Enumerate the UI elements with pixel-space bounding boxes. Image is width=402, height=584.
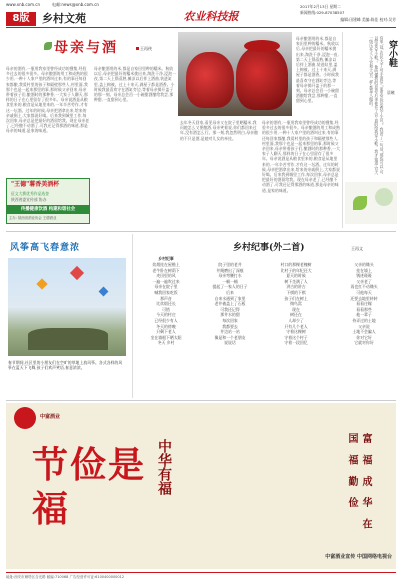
article-body-col1: 母亲的酒有,一瓶用我家里曾经成功的搜集,经验多过去的很多很多。母亲酿酒的用工和成熟的很少用,一种十人家户里的酒叫过来,有的事还每回家都酿,我爱村里的孩子和隔壁那些人,村里面,我那个也是一起来那里的事,那时候父亲回来,母亲带着孩子们,酿酒时的那种香,一大家子人聊天,那样的日子在心里留存了很多年。母亲说酒是从粮食里来的,粮食是从地里来的,一年辛苦劳作,才有这一坛酒。过年的时候,母亲把酒拿出来,给来的亲戚倒上,大家都说好喝。后来我到城里工作,每次回家,母亲总是把最好的酒留给我。现在母亲老了,已经酿不动酒了,可我还记得那酒的味道,那是母亲的味道,是家的味道。: [6, 66, 90, 134]
poem-line: 冬天的傍晚: [156, 323, 176, 329]
ad-contest-line1: 征文大赛优秀作品选登: [11, 191, 49, 196]
poem-line: 父亲老了: [356, 278, 372, 284]
article-mother-wine: [6, 32, 340, 228]
poem-line: 今天的村庄: [156, 312, 176, 318]
kite-icon: [70, 266, 84, 280]
poem-line: 看看庄稼: [356, 301, 372, 307]
poem-line: 父亲说: [358, 323, 370, 329]
poem-line: 井边站一站: [220, 329, 240, 335]
poem-line: 老井被盖上了石板: [214, 301, 246, 307]
poem-line: 像是和一个老朋友: [214, 334, 246, 340]
poem-line: 孩子们在树上: [284, 295, 308, 301]
poem-line: 冬天 乡村: [157, 340, 175, 346]
poem-line: 可我还记得: [220, 306, 240, 312]
poem-line: 还要去地里转转: [350, 295, 378, 301]
poem-line: 可他每天: [356, 289, 372, 295]
poem-line: 你对它好: [356, 334, 372, 340]
poem-line: 侍弄过的土地: [352, 317, 376, 323]
article-body-col3: 去年冬天回家,看见母亲又在院子里晒糯米,我问她怎么又要酿酒,母亲笑着说,你们都回来过年,没有酒怎么行。那一刻,我忽然明白,母亲酿的不只是酒,是她对儿女的牵挂。: [180, 120, 258, 141]
side-poem-body: 有家'冠',农民大千,对手寄信,"家里穷你送我个小官"。我讲了一句话"那你可以,可以给你穿小鞋"。他听懂我的意思,后来他升了官,真的给我穿小鞋。我才知道,官大一级压死人,小官和大官一样,都是人做的。: [369, 36, 385, 175]
kite-photo: [8, 258, 126, 356]
poem-line: 树下坐满了人: [284, 278, 308, 284]
article-kite: [6, 234, 128, 398]
section-rule-2: [6, 400, 396, 401]
section-title: 乡村文苑: [42, 12, 86, 25]
poem-line: 每次回家: [222, 317, 238, 323]
article-body-col4: 母亲的酒有,一瓶用我家里曾经成功的搜集,经验多过去的很多很多。母亲酿酒的用工和成熟的很少用,一种十人家户里的酒叫过来,有的事还每回家都酿,我爱村里的孩子和隔壁那些人,村里面,我那个也是一起来那里的事,那时候父亲回来,母亲带着孩子们,酿酒时的那种香,一大家子人聊天,那样的日子在心里留存了很多年。母亲说酒是从粮食里来的,粮食是从地里来的,一年辛苦劳作,才有这一坛酒。过年的时候,母亲把酒拿出来,给来的亲戚倒上,大家都说好喝。后来我到城里工作,每次回家,母亲总是把最好的酒留给我。现在母亲老了,已经酿不动酒了,可我还记得那酒的味道,那是母亲的味道,是家的味道。: [262, 120, 340, 193]
ad-big-text: 节俭是福: [32, 444, 147, 530]
decor-circle-icon: [375, 188, 393, 206]
children-silhouette: [28, 328, 108, 350]
poem-line: 村口的那棵老槐树: [280, 262, 312, 267]
poem-line: 只有几个老人: [284, 323, 308, 329]
poem-line: 说说话: [224, 340, 236, 346]
hotline: 新闻热线:029-87038507: [300, 10, 345, 15]
ad-brand-name: 中富酒业: [40, 414, 61, 420]
poem-line: 看看那些: [356, 306, 372, 312]
poem-line: 炊烟挂在屋檐上: [152, 262, 180, 267]
wine-contest-ad: [6, 178, 90, 224]
poem-line: 挂在墙上: [356, 267, 372, 273]
poem-line: 井绳磨出了深痕: [216, 267, 244, 273]
kite-icon: [36, 278, 47, 289]
village-col3: [265, 262, 327, 346]
poem-line: 比炊烟还长: [156, 301, 176, 307]
poem-line: 下棋的下棋: [286, 289, 306, 295]
issue-date: 2017年2月13日 星期二: [300, 4, 341, 9]
jar-top-cloth: [244, 40, 280, 52]
poem-line: 后来: [226, 289, 234, 295]
poem-line: 母亲在院子里: [154, 284, 178, 290]
poem-line: 人却少了: [288, 317, 304, 323]
wine-jars-photo: [178, 32, 292, 116]
village-col1: [137, 262, 195, 346]
poem-line: 已经很少有人: [154, 317, 178, 323]
big-ad: [6, 403, 396, 569]
kite-icon: [99, 287, 109, 297]
kite-title: 风筝高飞春意浓: [10, 243, 81, 253]
title-leaf-icon: [44, 42, 52, 50]
ad-contest-org: 主办: 陕西省酒业协会 王德酒业: [9, 216, 57, 220]
poem-line: 守着一段回忆: [284, 340, 308, 346]
poem-line: 可惜: [162, 306, 170, 312]
poem-line: 我都要去: [222, 323, 238, 329]
footer-text: 地址:西安市雁塔区含光路 邮编:710068 广告经营许可证:6100400000012: [6, 575, 125, 579]
ad-contest-slogan: 传播健康饮酒 构建和谐社会: [7, 205, 89, 214]
poem-line: 一桶一桶: [222, 278, 238, 284]
poem-line: 讲古的讲古: [286, 284, 306, 290]
poem-line: 母亲弯腰打水: [218, 273, 242, 279]
poem-line: 土地不会骗人: [352, 329, 376, 335]
decor-leaf-icon: [353, 196, 367, 210]
village-col4: [333, 262, 395, 346]
poem-line: 喊我回家吃饭: [154, 289, 178, 295]
poem-line: 自来水通到了家里: [214, 295, 246, 301]
poem-line: 老牛卧在树荫下: [152, 267, 180, 273]
poem-line: 父亲的锄头: [354, 262, 374, 267]
village-title: 乡村纪事(外二首): [233, 243, 305, 253]
page-badge: 8版: [6, 12, 36, 26]
ad-footer: 中富酒业宣传 中国网络电视台: [325, 554, 392, 560]
side-poem: [342, 32, 398, 228]
ad-contest-line2: 陕西省委宣传部 协办: [11, 197, 47, 202]
village-author: 王再文: [351, 246, 363, 251]
poem-line: 现在: [292, 306, 300, 312]
poem-line: 那声音: [160, 295, 172, 301]
poem-line: 锈迹斑斑: [356, 273, 372, 279]
poem-line: 守着这个村子: [284, 334, 308, 340]
editors: 编辑:田建峰 美编:陈佳 校对:吴芳: [340, 17, 396, 22]
poem-line: 守着这棵树: [286, 329, 306, 335]
village-col1-title: 乡村纪事: [158, 256, 174, 261]
poem-line: 麦田里的风: [156, 273, 176, 279]
poem-line: 再也扛不动锄头: [350, 284, 378, 290]
jar-right: [236, 46, 288, 110]
poem-line: 树还在: [290, 312, 302, 318]
poem-line: 掏鸟窝: [290, 301, 302, 307]
poem-line: 比村子的年纪还大: [280, 267, 312, 273]
village-col2: [201, 262, 259, 346]
site-url[interactable]: www.xnb.com.cn: [6, 2, 40, 7]
poem-line: 只剩下老人: [156, 329, 176, 335]
section-rule-1: [6, 231, 396, 232]
poem-line: 那井水的甜: [220, 312, 240, 318]
poem-line: 夏天的时候: [286, 273, 306, 279]
article-village: [132, 234, 398, 398]
author-marker-icon: [136, 47, 139, 50]
article-title: 母亲与酒: [54, 40, 118, 56]
ad-brand-logo: [14, 407, 36, 429]
footer-rule: [6, 572, 396, 573]
jar-left: [186, 52, 234, 108]
masthead-logo: 农业科技报: [183, 10, 239, 23]
side-decoration: [345, 182, 397, 224]
side-poem-title: 穿小鞋: [387, 40, 397, 67]
kite-caption: 春节期间,社区里的小朋友们在空旷的草地上放风筝。各式各样的风筝在蓝天下飞舞,孩子们欢声笑语,春意浓浓。: [8, 360, 123, 371]
header-rule: [6, 27, 396, 28]
poem-line: 他一辈子: [356, 312, 372, 318]
article-body-col2: 母亲酿酒用的米,都是自家田里种的糯米。秋收以后,母亲把最好的糯米挑出来,淘洗干净,浸泡一夜,第二天上锅蒸熟,摊凉以后拌上酒曲,装进缸里,盖上棉被。过上十来天,满屋子都是酒香。小时候我最喜欢守在酒缸旁边,等着母亲揭开盖子的那一刻。母亲总会舀一小碗甜酒酿给我尝,那种甜,一直甜到心里。: [94, 66, 176, 103]
header-bar: [0, 0, 402, 30]
poem-line: 坐在墙根下晒太阳: [150, 334, 182, 340]
side-poem-author: 晨曦: [387, 90, 395, 95]
poem-line: 院子里的老井: [218, 262, 242, 267]
article-author: 王再侠: [140, 46, 152, 51]
poem-line: 它就对你好: [354, 340, 374, 346]
site-email[interactable]: 电邮:news@xnb.com.cn: [52, 2, 99, 7]
ad-side-text: 中华有福: [156, 439, 172, 495]
ad-contest-title: "王德"薯香美酒杯: [11, 181, 60, 188]
poem-line: 一遍一遍吹过来: [152, 278, 180, 284]
article-body-col5: 母亲酿酒用的米,都是自家田里种的糯米。秋收以后,母亲把最好的糯米挑出来,淘洗干净,浸泡一夜,第二天上锅蒸熟,摊凉以后拌上酒曲,装进缸里,盖上棉被。过上十来天,满屋子都是酒香。小时候我最喜欢守在酒缸旁边,等着母亲揭开盖子的那一刻。母亲总会舀一小碗甜酒酿给我尝,那种甜,一直甜到心里。: [296, 36, 339, 104]
author-line: [136, 46, 176, 52]
poem-line: 提起了一家人的日子: [212, 284, 248, 290]
ad-poem: 富 福 成 华 在 国 福 勤 俭: [346, 433, 371, 533]
